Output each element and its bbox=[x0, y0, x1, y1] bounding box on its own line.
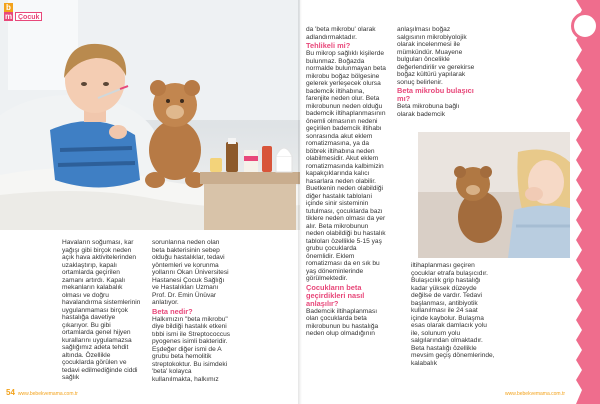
logo-m: m bbox=[4, 12, 13, 21]
danger-paragraph: Bu mikrop sağlıklı kişilerde bulunmaz. Boğazda normalde bulunmayan beta mikrobu boğaz bölgesine gelerek yerleşecek olursa bademcik iltihabına, farenjite neden olur. Beta mikrobunun neden olduğu bademcik iltihaplanmasının önemli olmasının nedeni geçirilen bademcik iltihabı sonrasında akut eklem romatizmasına, ya da böbrek iltihabına neden olabilmesidir. Akut eklem romatizmasında kalbimizin kapakçıklarında kalıcı hasarlara neden olabilir. Buetkenin neden olabildiği diğer hastalık tablolarıi içinde sinir sisteminin tutulması, çocuklarda bazı tiklere neden olması da yer alır. Beta mikrobunun neden olabildiği bu hastalık tabloları özellikle 5-15 yaş grubu çocuklarda önemlidir. Eklem romatizması da en sık bu yaş döneminlerinde görülmektedir. bbox=[306, 50, 386, 282]
heading-bulasici-mi: Beta mikrobu bulaşıcı mı? bbox=[397, 86, 474, 103]
column-4 bbox=[397, 26, 477, 118]
logo-b: b bbox=[4, 3, 13, 12]
sick-boy-illustration bbox=[0, 0, 300, 230]
intro-paragraph: Havaların soğuması, kar yağışı gibi birçok neden açık hava aktivitelerinden uzaklaştırıp, kapalı ortamlarda geçirilen zamanı artırdı. Kapalı mekanların kalabalık olması ve doğru havalandırma sistemlerinin uygulanmaması birçok hastalığa davetiye çıkarıyor. Bu gibi ortamlarda genel hijyen kurallarını uygulamazsa sağlığımız adeta tehdit altında. Özellikle çocuklarda görülen ve tedavi edilmediğinde ciddi sağlık bbox=[62, 239, 141, 381]
sick-boy-photo bbox=[0, 0, 300, 230]
heading-nasil-anlasilir: Çocukların beta geçirdikleri nasıl anlaşılır? bbox=[306, 282, 365, 308]
heading-tehlikeli-mi: Tehlikeli mi? bbox=[306, 41, 351, 50]
left-footer-site: www.bebekvemama.com.tr bbox=[17, 391, 78, 397]
section-label: Çocuk bbox=[15, 12, 42, 21]
culture-paragraph: anlaşılması boğaz salgısının mikrobiyolojik olarak incelenmesi ile mümkündür. Muayene bulguları öncelikle değerlendirilir ve gerekirse boğaz kültürü yapılarak sonuç belirlenir. bbox=[397, 26, 475, 86]
beta-naming-paragraph: da 'beta mikrobu' olarak adlandırmaktadır. bbox=[306, 26, 376, 41]
author-paragraph: sorunlarına neden olan beta bakterisinin sebep olduğu hastalıklar, tedavi yöntemleri ve korunma yollarını Okan Üniversitesi Hastanesi Çocuk Sağlığı ve Hastalıkları Uzmanı Prof. Dr. Emin Ünüvar anlatıyor. bbox=[152, 239, 229, 306]
column-3 bbox=[306, 26, 386, 338]
beta-definition-paragraph: Halkımızın "beta mikrobu" diye bildiği hastalık etkeni tıbbi ismi ile Streptococcus pyogenes isimli bakteridir. Eşdeğer diğer ismi de A grubu beta hemolitik streptokoktur. Bu isimdeki 'beta' kolayca kullanılmakta, halkımız bbox=[152, 315, 231, 383]
column-5 bbox=[411, 262, 495, 367]
column-1 bbox=[62, 239, 142, 382]
contagion-intro-paragraph: Beta mikrobuna bağlı olarak bademcik bbox=[397, 103, 460, 118]
diagnosis-paragraph: Bademcik iltihaplanması olan çocuklarda beta mikrobunun bu hastalığa neden olup olmadığının bbox=[306, 307, 379, 337]
decorative-circle-badge bbox=[571, 12, 599, 40]
right-page bbox=[300, 0, 600, 404]
page-gutter bbox=[298, 0, 302, 404]
zigzag-pattern bbox=[570, 0, 600, 404]
contagion-paragraph: iltihaplanması geçiren çocuklar etrafa bulaşıcıdır. Bulaşıcılık grip hastalığı kadar yüksek düzeyde değilse de vardır. Tedavi başlanması, antibiyotik kullanılması ile 24 saat içinde kaybolur. Bulaşma esas olarak damlacık yolu ile, solunum yolu salgılarından olmaktadır. Beta hastalığı özellikle mevsim geçiş dönemlerinde, kalabalık bbox=[411, 262, 495, 367]
left-footer bbox=[6, 389, 78, 398]
heading-beta-nedir: Beta nedir? bbox=[152, 306, 193, 316]
column-2 bbox=[152, 239, 232, 383]
magazine-logo bbox=[4, 3, 52, 21]
right-footer-site: www.bebekvemama.com.tr bbox=[505, 391, 566, 397]
decorative-zigzag-border bbox=[570, 0, 600, 404]
left-page-number: 54 bbox=[6, 388, 15, 397]
